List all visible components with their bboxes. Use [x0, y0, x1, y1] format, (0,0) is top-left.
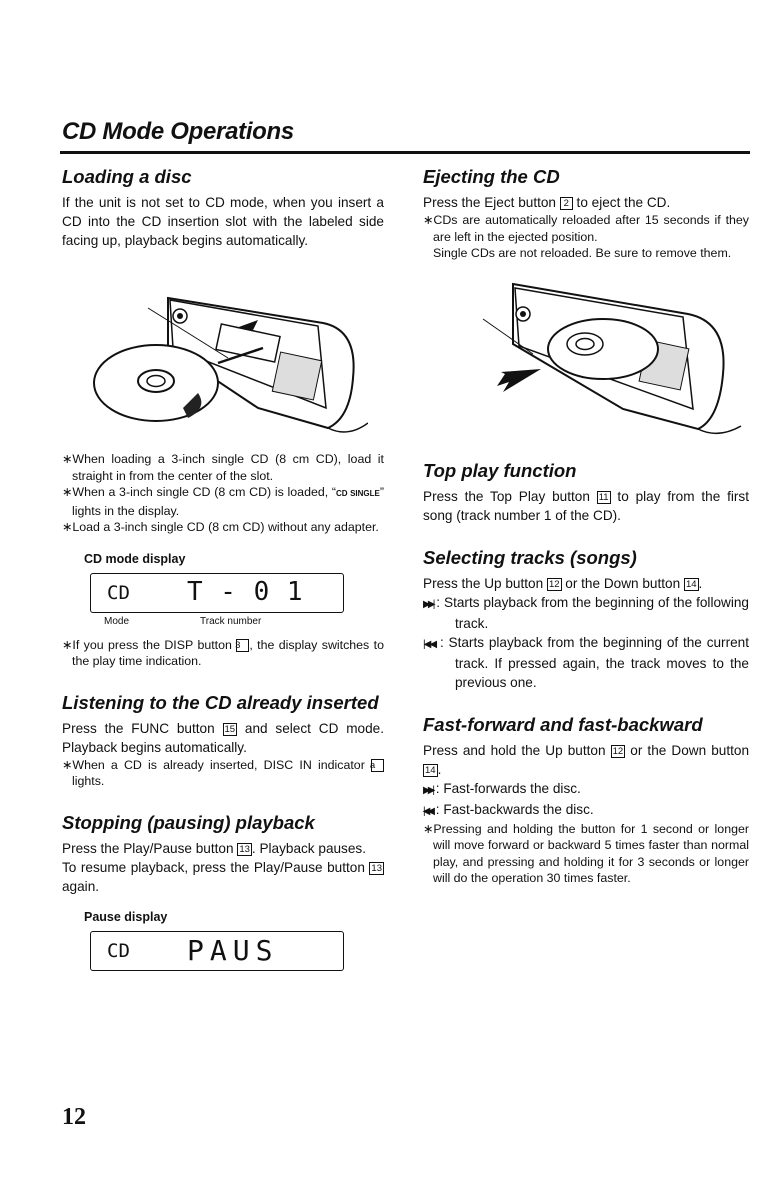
selecting-down-text: : Starts playback from the beginning of the current track. If pressed again, the track moves to the previous one. — [439, 634, 749, 690]
cd-mode-display-block — [84, 550, 384, 631]
fast-note: ∗Pressing and holding the button for 1 second or longer will move forward or backward 5 times faster than normal play, and pressing and holding it for 3 seconds or longer will do the operation 30 times faster. — [423, 821, 749, 885]
disp-note — [62, 637, 384, 670]
fast-backward-icon: |◀◀ — [423, 805, 432, 817]
previous-track-icon: |◀◀ — [423, 638, 436, 650]
fast-body-pre: Press and hold the Up button — [423, 742, 611, 758]
play-pause-button-ref-2: 13 — [371, 862, 382, 874]
listening-note — [62, 757, 384, 790]
loading-note-1: ∗When loading a 3-inch single CD (8 cm CD), load it straight in from the center of the slot. — [62, 452, 384, 483]
fast-body — [423, 741, 749, 779]
mode-label: Mode — [104, 615, 130, 627]
stopping-heading: Stopping (pausing) playback — [62, 811, 315, 833]
func-button-ref: 15 — [224, 723, 236, 735]
loading-illustration — [88, 268, 384, 443]
eject-button-ref: 2 — [560, 197, 573, 210]
pause-mode-text: CD — [107, 939, 130, 962]
ejecting-note-1: ∗CDs are automatically reloaded after 15 seconds if they are left in the ejected position. — [423, 213, 749, 244]
selecting-up-text: : Starts playback from the beginning of the following track. — [436, 594, 749, 631]
selecting-body-mid: or the Down button — [561, 575, 684, 591]
display-labels — [84, 613, 344, 631]
disp-button-ref: 3 — [236, 639, 249, 652]
ejecting-heading: Ejecting the CD — [423, 166, 560, 187]
play-pause-button-ref: 13 — [239, 843, 250, 855]
disc-in-indicator-ref: a — [371, 759, 384, 772]
fast-body-post: . — [437, 761, 442, 777]
pause-text: PAUS — [187, 933, 279, 967]
listening-note-post: lights. — [72, 774, 105, 788]
fast-heading: Fast-forward and fast-backward — [423, 713, 703, 735]
stopping-body-1-post: . Playback pauses. — [251, 840, 366, 856]
listening-body — [62, 719, 384, 757]
page-number: 12 — [62, 1104, 86, 1130]
pause-display-block — [84, 908, 384, 971]
top-play-heading: Top play function — [423, 459, 577, 481]
loading-note-2-suffix: ” lights in the display. — [72, 485, 384, 518]
fast-down-button-ref: 14 — [425, 764, 436, 776]
loading-heading: Loading a disc — [62, 166, 192, 187]
cd-mode-display-caption: CD mode display — [84, 551, 186, 566]
stopping-body-1 — [62, 839, 384, 858]
top-play-section — [423, 460, 749, 525]
fast-forward-icon: ▶▶| — [423, 784, 432, 796]
eject-illustration — [473, 274, 749, 444]
disp-note-post: , the display switches to the play time indication. — [72, 637, 384, 668]
selecting-heading: Selecting tracks (songs) — [423, 546, 637, 568]
track-text: T - 0 1 — [187, 576, 304, 607]
stopping-body-2 — [62, 858, 384, 896]
ejecting-body-pre: Press the Eject button — [423, 195, 560, 210]
fast-forward-text: : Fast-forwards the disc. — [435, 780, 581, 796]
ejecting-body — [423, 193, 749, 212]
loading-body: If the unit is not set to CD mode, when you insert a CD into the CD insertion slot with the labeled side facing up, playback begins automatically. — [62, 195, 384, 248]
stopping-body-2-post: again. — [62, 878, 100, 894]
stopping-body-1-pre: Press the Play/Pause button — [62, 840, 238, 856]
left-column — [62, 166, 384, 971]
fast-forward-item — [423, 779, 749, 800]
cd-mode-display — [90, 573, 344, 613]
title-rule — [60, 151, 750, 154]
selecting-body — [423, 574, 749, 593]
next-track-icon: ▶▶| — [423, 598, 433, 610]
selecting-body-post: . — [698, 575, 703, 591]
loading-note-2-text: ∗When a 3-inch single CD (8 cm CD) is loaded, “ — [62, 485, 337, 499]
top-play-body-pre: Press the Top Play button — [423, 488, 597, 504]
pause-display — [90, 931, 344, 971]
fast-backward-item — [423, 800, 749, 821]
up-button-ref: 12 — [548, 578, 560, 590]
top-play-body — [423, 487, 749, 525]
pause-display-caption: Pause display — [84, 909, 168, 924]
fast-section — [423, 714, 749, 887]
selecting-up-item — [423, 593, 749, 633]
loading-note-2 — [62, 484, 384, 519]
fast-up-button-ref: 12 — [612, 745, 624, 757]
selecting-down-item — [423, 633, 749, 692]
loading-note-3: ∗Load a 3-inch single CD (8 cm CD) without any adapter. — [62, 520, 379, 534]
ejecting-body-post: to eject the CD. — [572, 195, 671, 210]
cd-single-indicator: CD SINGLE — [336, 489, 380, 498]
top-play-body-post: to play from the first song (track number 1 of the CD). — [423, 488, 749, 523]
down-button-ref: 14 — [685, 578, 697, 590]
track-number-label: Track number — [200, 615, 262, 627]
listening-section — [62, 692, 384, 790]
top-play-button-ref: 11 — [598, 491, 609, 503]
listening-body-pre: Press the FUNC button — [62, 720, 223, 736]
selecting-section — [423, 547, 749, 692]
cd-mode-text: CD — [107, 581, 130, 604]
listening-heading: Listening to the CD already inserted — [62, 691, 379, 713]
stopping-section — [62, 812, 384, 896]
selecting-body-pre: Press the Up button — [423, 575, 547, 591]
fast-body-mid: or the Down button — [625, 742, 750, 758]
ejecting-note-2: Single CDs are not reloaded. Be sure to remove them. — [433, 246, 732, 260]
listening-note-pre: ∗When a CD is already inserted, DISC IN indicator — [62, 757, 371, 772]
right-column — [423, 166, 749, 887]
fast-backward-text: : Fast-backwards the disc. — [435, 801, 594, 817]
stopping-body-2-pre: To resume playback, press the Play/Pause button — [62, 859, 370, 875]
disp-note-pre: ∗If you press the DISP button — [62, 637, 237, 652]
page-title: CD Mode Operations — [62, 118, 294, 145]
listening-body-post: and select CD mode. Playback begins automatically. — [62, 720, 384, 755]
